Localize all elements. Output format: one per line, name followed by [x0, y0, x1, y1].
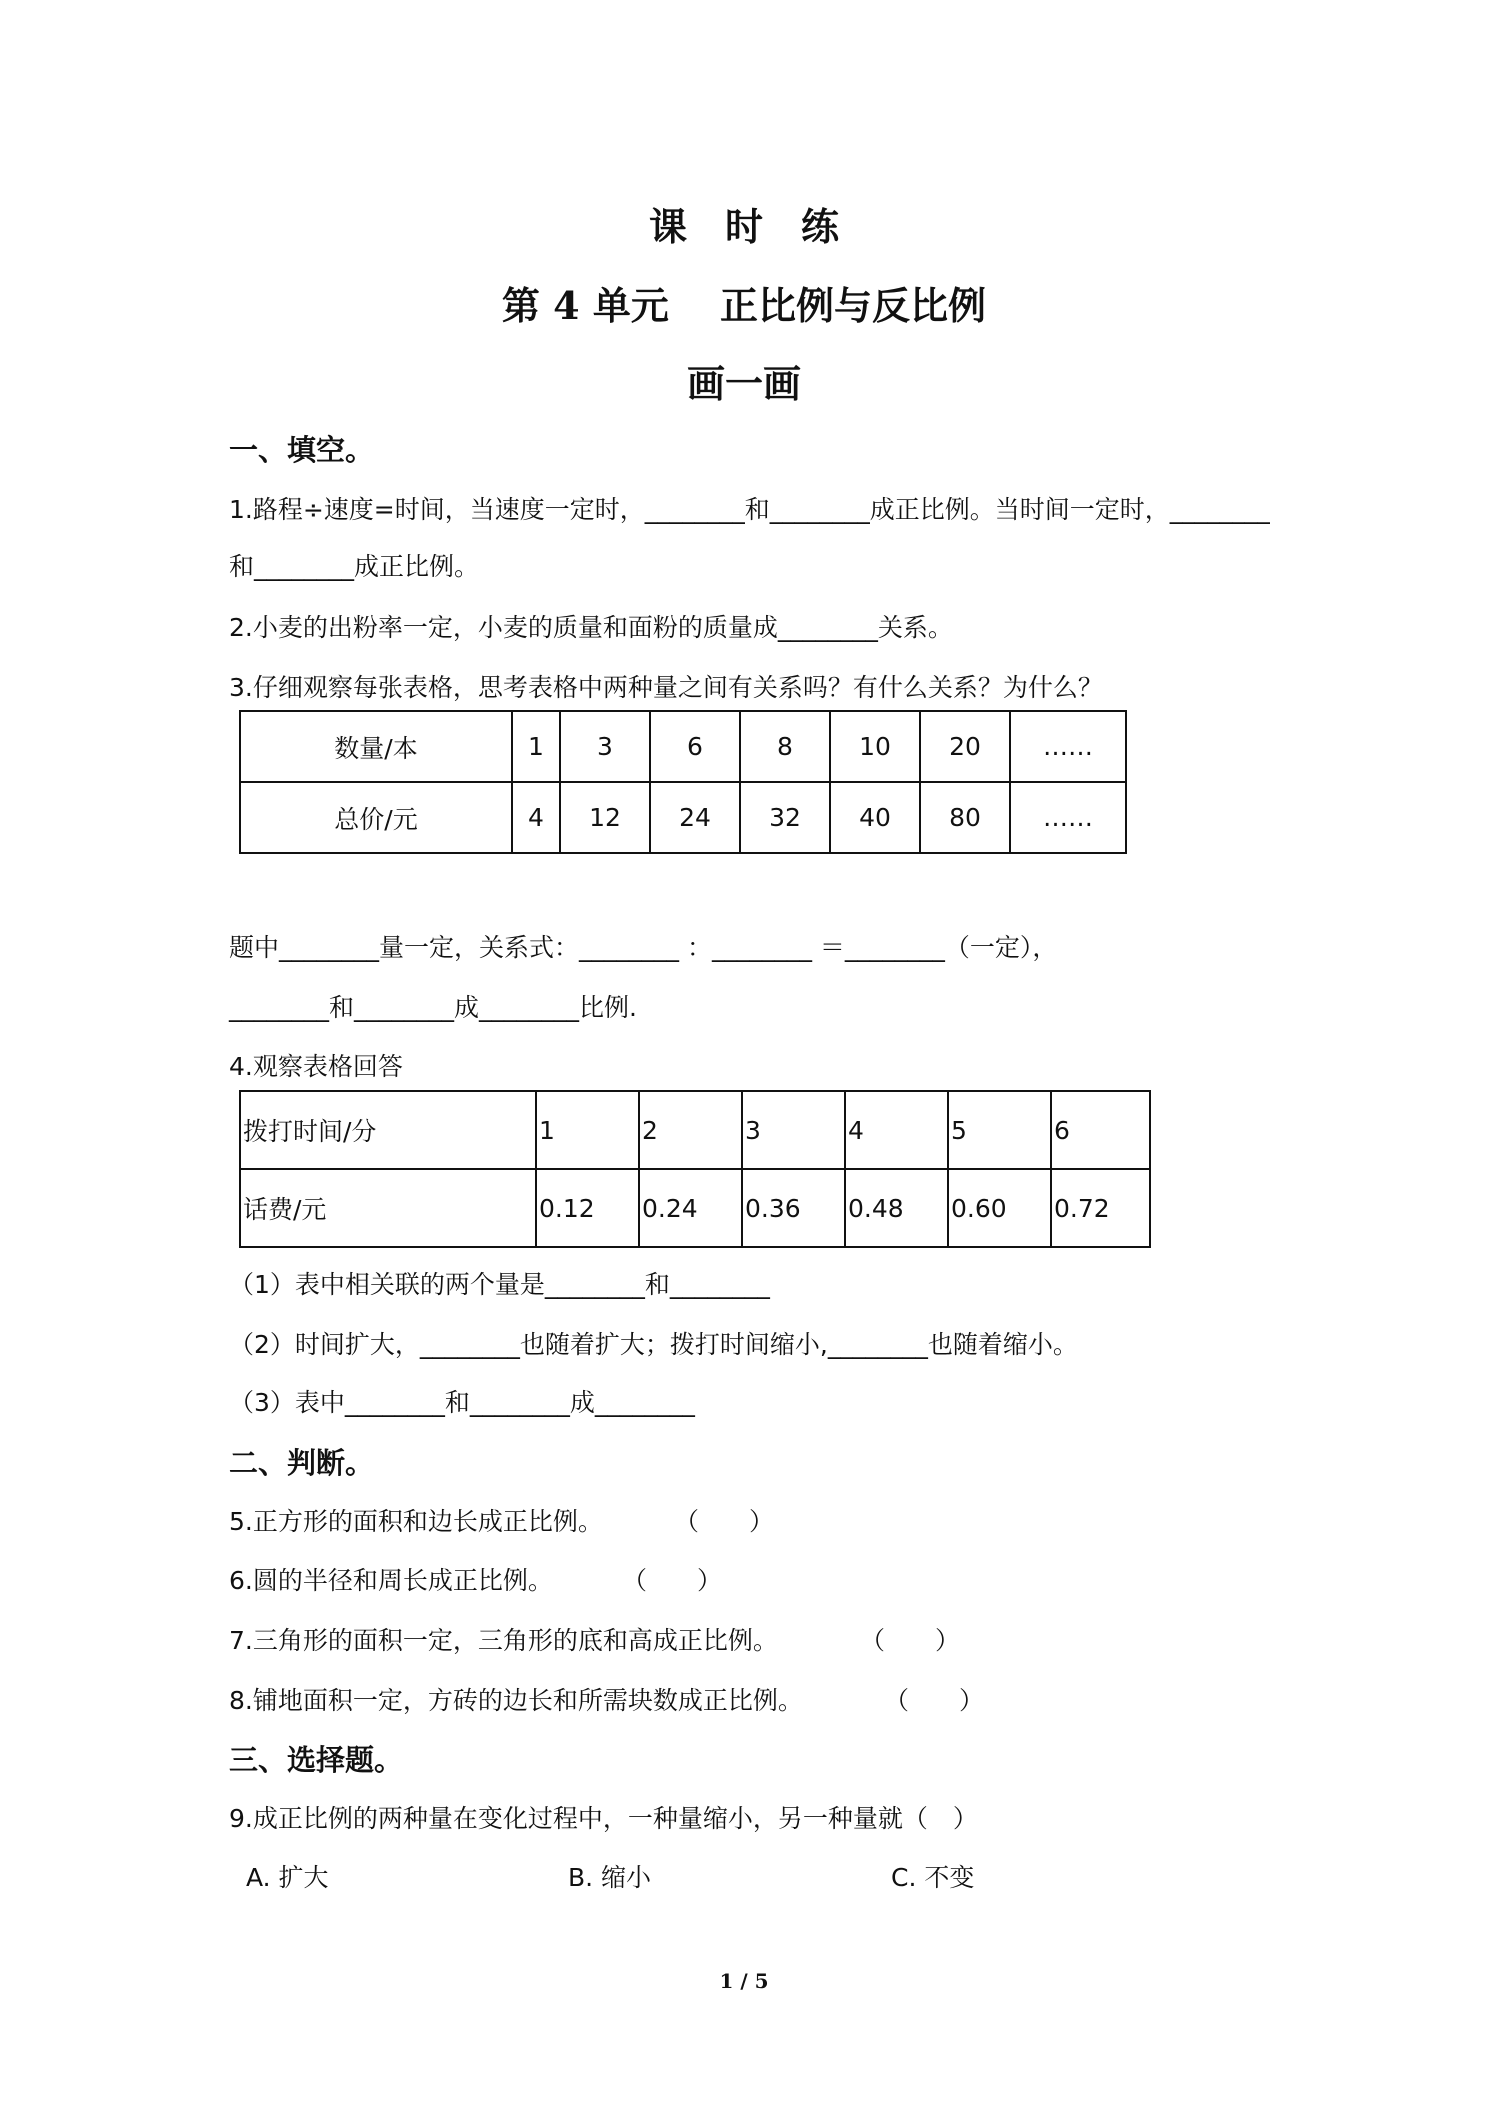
table-cell: 40	[830, 782, 920, 853]
question-3-fill-1: 题中________量一定，关系式：________ ：________ ＝________（一定），	[229, 933, 1058, 962]
table-cell: 0.48	[845, 1169, 948, 1247]
question-2: 2.小麦的出粉率一定，小麦的质量和面粉的质量成________关系。	[229, 613, 953, 642]
option-b: B. 缩小	[568, 1863, 652, 1892]
option-a: A. 扩大	[246, 1863, 329, 1892]
table-cell: 3	[742, 1091, 845, 1169]
question-4-sub-1: （1）表中相关联的两个量是________和________	[229, 1270, 770, 1299]
answer-parenthesis: （ ）	[622, 1566, 723, 1595]
table-cell: 0.72	[1051, 1169, 1150, 1247]
table-row	[240, 1169, 1150, 1247]
table-cell: 0.36	[742, 1169, 845, 1247]
lesson-subtitle: 画一画	[686, 361, 801, 406]
table-row	[240, 711, 1126, 782]
table-cell: 1	[536, 1091, 639, 1169]
worksheet-title: 课 时 练	[648, 204, 839, 249]
table-cell: ……	[1010, 782, 1126, 853]
question-4: 4.观察表格回答	[229, 1052, 403, 1081]
question-8: 8.铺地面积一定，方砖的边长和所需块数成正比例。	[229, 1686, 803, 1715]
table-cell: 话费/元	[240, 1169, 536, 1247]
table-cell: 拨打时间/分	[240, 1091, 536, 1169]
table-cell: 1	[512, 711, 560, 782]
table-row	[240, 782, 1126, 853]
table-cell: 20	[920, 711, 1010, 782]
question-4-sub-3: （3）表中________和________成________	[229, 1388, 695, 1417]
table-cell: 10	[830, 711, 920, 782]
table-cell: 总价/元	[240, 782, 512, 853]
table-cell: 6	[650, 711, 740, 782]
question-4-sub-2: （2）时间扩大，________也随着扩大；拨打时间缩小,________也随着缩小。	[229, 1330, 1078, 1359]
section-heading-judge: 二、判断。	[229, 1446, 375, 1480]
question-7: 7.三角形的面积一定，三角形的底和高成正比例。	[229, 1626, 778, 1655]
table-cell: 8	[740, 711, 830, 782]
question-1-line-2: 和________成正比例。	[229, 552, 480, 581]
section-heading-fill: 一、填空。	[229, 433, 375, 467]
answer-parenthesis: （ ）	[884, 1686, 985, 1715]
table-cell: 数量/本	[240, 711, 512, 782]
option-c: C. 不变	[891, 1863, 975, 1892]
question-9: 9.成正比例的两种量在变化过程中，一种量缩小，另一种量就（ ）	[229, 1804, 978, 1833]
answer-parenthesis: （ ）	[860, 1626, 961, 1655]
question-6: 6.圆的半径和周长成正比例。	[229, 1566, 553, 1595]
page-number: 1 / 5	[719, 1969, 769, 1993]
table-cell: 0.12	[536, 1169, 639, 1247]
question-3-fill-2: ________和________成________比例.	[229, 993, 637, 1022]
table-cell: 24	[650, 782, 740, 853]
table-cell: 2	[639, 1091, 742, 1169]
answer-parenthesis: （ ）	[674, 1507, 775, 1536]
section-heading-choice: 三、选择题。	[229, 1743, 404, 1777]
table-cell: 12	[560, 782, 650, 853]
table-cell: 32	[740, 782, 830, 853]
table-cell: 0.24	[639, 1169, 742, 1247]
table-cell: 5	[948, 1091, 1051, 1169]
table-cell: 6	[1051, 1091, 1150, 1169]
question-3: 3.仔细观察每张表格，思考表格中两种量之间有关系吗？有什么关系？为什么？	[229, 673, 1103, 702]
table-cell: 4	[512, 782, 560, 853]
table-row	[240, 1091, 1150, 1169]
question-1-line-1: 1.路程÷速度=时间，当速度一定时，________和________成正比例。当时间一定时，________	[229, 495, 1270, 524]
table-cell: 3	[560, 711, 650, 782]
question-5: 5.正方形的面积和边长成正比例。	[229, 1507, 603, 1536]
table-cell: 80	[920, 782, 1010, 853]
call-cost-table	[239, 1090, 1151, 1248]
quantity-price-table	[239, 710, 1127, 854]
unit-title: 第 4 单元 正比例与反比例	[501, 283, 987, 328]
table-cell: 0.60	[948, 1169, 1051, 1247]
table-cell: ……	[1010, 711, 1126, 782]
table-cell: 4	[845, 1091, 948, 1169]
